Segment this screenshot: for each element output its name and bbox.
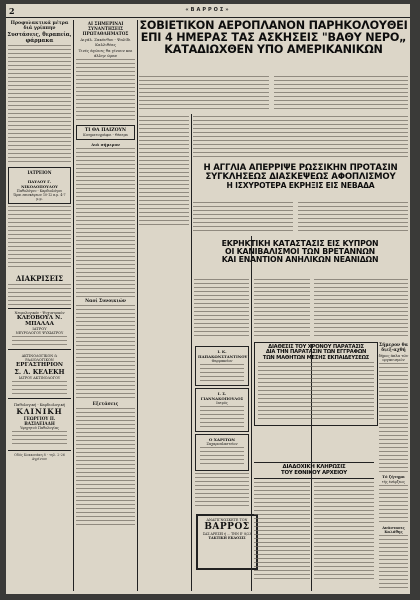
ad-pre: Παθολογική - Καρδιολογική — [13, 403, 66, 407]
article-text — [139, 76, 269, 110]
main-article — [139, 20, 408, 55]
column-2 — [74, 20, 137, 591]
notice-headline-line-2: ΔΙΑ ΤΗΝ ΠΑΡΑΤΑΣΙΝ ΤΩΝ ΕΓΓΡΑΦΩΝ — [265, 349, 367, 356]
ad-text — [200, 364, 244, 382]
ad-doctor — [195, 388, 249, 432]
main-headline-line-2: ΕΠΙ 4 ΗΜΕΡΑΣ ΤΑΣ ΑΣΚΗΣΕΙΣ "ΒΑΘΥ ΝΕΡΟ„ — [140, 30, 407, 44]
top-rule — [6, 17, 410, 18]
ad-text — [12, 431, 67, 447]
column-1 — [6, 20, 73, 591]
ad-sub: Ιατρός — [216, 401, 228, 405]
article-text — [379, 535, 408, 591]
box-subtitle: Διά σήμερον — [91, 142, 120, 147]
sports-headline: ΑΙ ΣΗΜΕΡΙΝΑΙ ΣΥΝΑΝΤΗΣΕΙΣ ΠΡΩΤΑΘΛΗΜΑΤΟΣ — [82, 21, 129, 36]
notice-headline-line-1: ΔΙΑΘΕΣΙΣ ΤΟΥ ΧΡΟΝΟΥ ΠΑΡΑΤΑΣΙΣ — [268, 344, 364, 350]
ad-pastry — [195, 434, 249, 471]
ad-sub2: ΝΕΥΡΟΛΟΓΟΥ ΨΥΧΙΑΤΡΟΥ — [15, 331, 64, 335]
article-text — [194, 279, 249, 339]
archive-title-line-1: ΔΙΑΔΟΧΙΚΗ ΚΛΗΡΩΣΙΣ — [282, 464, 346, 470]
sports-subhead: Αιγάλ. Ζακύνθου - Ψαλίδι Καλλιθέας — [80, 37, 131, 47]
article-text — [8, 45, 71, 163]
article-text — [193, 202, 293, 232]
notice-text — [258, 362, 374, 422]
ad-text — [12, 381, 67, 395]
article-text — [254, 279, 310, 339]
ad-name: Σ. Λ. ΚΕΛΕΚΗ — [14, 368, 65, 376]
ad-sub: Φαρμακείον — [211, 359, 233, 363]
ad-title: Ι. Κ. ΠΑΠΑΚΩΝΣΤΑΝΤΙΝΟΥ — [198, 349, 248, 359]
ad-title: ΕΡΓΑΣΤΗΡΙΟΝ — [16, 362, 63, 368]
article-text — [274, 76, 408, 110]
article-text — [76, 148, 135, 298]
article-text — [76, 408, 135, 528]
exams-title: Εξετάσεις — [92, 402, 119, 407]
ad-title: ΒΑΡΡΟΣ — [204, 522, 250, 532]
ad-sub: Υφηγητού Παθολογίας — [20, 426, 59, 430]
main-headline-line-1: ΣΟΒΙΕΤΙΚΟΝ ΑΕΡΟΠΛΑΝΟΝ ΠΑΡΗΚΟΛΟΥΘΕΙ — [139, 19, 408, 32]
main-headline-line-3: ΚΑΤΑΔΙΩΧΘΕΝ ΥΠΟ ΑΜΕΡΙΚΑΝΙΚΩΝ — [164, 42, 383, 56]
article-text — [139, 116, 189, 228]
article-text — [8, 284, 71, 306]
ad-pre: ΑΝΑΓΙΓΝΩΣΚΕΤΕ ΤΟΝ — [206, 518, 248, 522]
ad-sub: ΙΑΤΡΟΥ — [32, 327, 47, 331]
article-text — [193, 116, 408, 160]
article-text — [76, 59, 135, 123]
ad-line: ΤΑΚΤΙΚΗ ΕΚΔΟΣΙΣ — [208, 536, 246, 540]
side-small-title: Τό ζήτημα — [382, 474, 405, 479]
ad-barros-newspaper — [196, 514, 258, 570]
box-line: Κινηματογράφοι - Θέατρα — [83, 133, 128, 137]
ad-pharmacy — [195, 346, 249, 386]
ad-sub: ΙΑΤΡΟΥ ΑΚΤΙΝΟΛΟΓΟΥ — [18, 376, 61, 380]
section-title-diakriseis: ΔΙΑΚΡΙΣΕΙΣ — [15, 274, 64, 283]
side-headline: Σήμερον θα διεξ-αχθή — [379, 343, 408, 353]
churches-title: Ναοί Συνοικιών — [85, 299, 126, 304]
side-small-title-2: Ανάστασις Καλάθης — [382, 526, 405, 534]
footer-address: Οδός Κοκκινάκη 8 - τηλ. 2-26 Αγρίνιον — [14, 453, 65, 462]
box-title: ΤΙ ΘΑ ΠΑΙΖΟΥΝ — [84, 128, 127, 133]
ad-title: ΚΛΙΝΙΚΗ — [16, 407, 63, 416]
ad-sub: ΣΑΣ ΑΡΕΣΕΙ ή ... ΤΗΝ Ε' 8/23 — [202, 532, 252, 536]
third-headline-line-1: ΕΚΡΗΚΤΙΚΗ ΚΑΤΑΣΤΑΣΙΣ ΕΙΣ ΚΥΠΡΟΝ — [221, 239, 379, 248]
ad-pre: Νευρολογικόν - Ψυχιατρικόν — [14, 311, 65, 315]
ad-text — [12, 336, 67, 346]
third-headline-line-3: ΚΑΙ ΕΝΑΝΤΙΟΝ ΑΝΗΛΙΚΩΝ ΝΕΑΝΙΔΩΝ — [221, 255, 379, 265]
article-headline: Προφυλακτικά μέτρα διά γρίππην — [10, 21, 69, 31]
newspaper-page — [6, 4, 410, 594]
ad-name: ΓΕΩΡΓΙΟΥ Π. ΒΑΣΙΛΕΙΑΔΗ — [23, 416, 56, 426]
article-text — [379, 363, 408, 473]
page-number: 2 — [9, 6, 15, 16]
ad-sub: Παθολόγου - Καρδιολόγου — [16, 189, 63, 193]
notice-headline-line-3: ΤΩΝ ΜΑΘΗΤΩΝ ΜΕΣΗΣ ΕΚΠΑΙΔΕΥΣΕΩΣ — [262, 354, 370, 361]
ad-radiology-lab — [8, 352, 71, 399]
column-rule — [137, 20, 138, 591]
ad-doctor-box — [8, 167, 71, 204]
article-text — [314, 482, 374, 582]
archive-section — [254, 462, 374, 479]
ad-hours: Ώραι επισκέψεων 10-12 π.μ. 4-7 μ.μ. — [13, 193, 66, 201]
ad-text — [200, 447, 244, 467]
ad-text — [200, 406, 244, 428]
second-article — [193, 164, 408, 190]
ad-title: Ι. Σ. ΓΙΑΝΝΑΚΟΠΟΥΛΟΣ — [200, 391, 244, 401]
entertainment-box — [76, 125, 135, 140]
second-headline-line-3: Η ΙΣΧΥΡΟΤΕΡΑ ΕΚΡΗΞΙΣ ΕΙΣ ΝΕΒΑΔΑ — [226, 181, 375, 191]
ad-sub: Ζαχαροπλαστείον — [206, 442, 238, 446]
article-subhead: Συστάσεις, θεραπεία, φάρμακα — [7, 32, 72, 44]
article-text — [76, 305, 135, 401]
ad-name: ΠΑΥΛΟΥ Γ. ΝΙΚΟΛΟΠΟΥΛΟΥ — [21, 179, 58, 189]
article-text — [379, 485, 408, 525]
article-text — [314, 279, 408, 339]
article-text — [8, 206, 71, 270]
ad-title: Ο ΧΑΡΙΤΩΝ — [208, 437, 236, 442]
ad-clinic — [8, 401, 71, 451]
right-column — [377, 342, 410, 591]
third-article — [194, 240, 406, 265]
article-text — [254, 482, 310, 582]
ad-neurology — [8, 308, 71, 350]
column-rule — [191, 114, 192, 591]
ad-name: ΚΛΕΟΒΟΥΛ Ν. ΜΠΑΛΛΑ — [16, 315, 63, 327]
third-headline-line-2: ΟΙ ΚΑΝΙΒΑΛΙΣΜΟΙ ΤΩΝ ΒΡΕΤΑΝΝΩΝ — [225, 247, 375, 257]
article-text — [195, 473, 249, 509]
ad-title: ΙΑΤΡΕΙΟΝ — [27, 170, 52, 175]
archive-title-line-2: ΤΟΥ ΕΘΝΙΚΟΥ ΑΡΧΕΙΟΥ — [280, 469, 347, 476]
ad-pre: ΑΚΤΙΝΟΛΟΓΙΚΟΝ & ΡΑΔΙΟΛΟΓΙΚΟΝ — [21, 354, 58, 362]
second-headline-line-2: ΣΥΓΚΛΗΣΕΩΣ ΔΙΑΣΚΕΨΕΩΣ ΑΦΟΠΛΙΣΜΟΥ — [205, 172, 396, 183]
side-small-sub: τής ένάρξεως — [381, 480, 406, 484]
side-subhead: δήμος άπλα τών οργανισμών — [378, 354, 409, 362]
school-notice-box — [254, 342, 378, 426]
article-text — [298, 202, 408, 232]
sports-subhead-2: Τινές άγώνες θα γίνουν και άλλην ώραν — [78, 48, 133, 58]
masthead: «ΒΑΡΡΟΣ» — [185, 7, 231, 13]
second-headline-line-1: Η ΑΓΓΛΙΑ ΑΠΕΡΡΙΨΕ ΡΩΣΣΙΚΗΝ ΠΡΟΤΑΣΙΝ — [203, 163, 398, 173]
